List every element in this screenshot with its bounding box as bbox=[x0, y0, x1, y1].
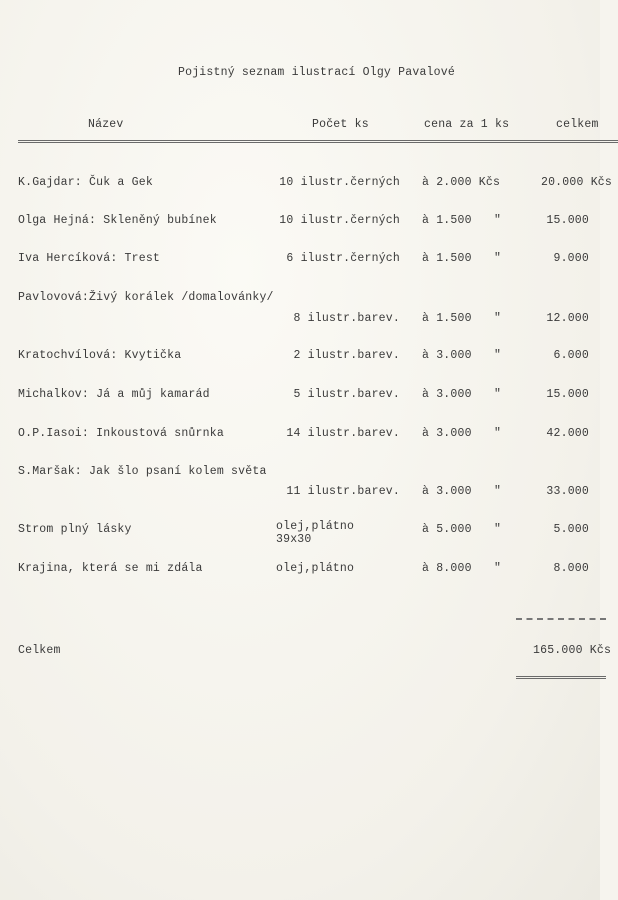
row-ditto: " bbox=[494, 427, 502, 440]
header-price: cena za 1 ks bbox=[424, 118, 510, 131]
summary-total: 165.000 Kčs bbox=[533, 644, 612, 657]
summary-label: Celkem bbox=[18, 644, 61, 657]
header-rule bbox=[18, 140, 618, 143]
row-price: à 1.500 bbox=[422, 214, 472, 227]
row-price: à 5.000 bbox=[422, 523, 472, 536]
row-total: 12.000 bbox=[546, 312, 589, 325]
document-title: Pojistný seznam ilustrací Olgy Pavalové bbox=[178, 66, 455, 79]
row-ditto: " bbox=[494, 523, 502, 536]
sum-rule-top bbox=[516, 618, 606, 620]
row-name: Olga Hejná: Skleněný bubínek bbox=[18, 214, 217, 227]
row-price: à 3.000 bbox=[422, 427, 472, 440]
row-count: olej,plátno bbox=[276, 520, 355, 533]
row-name: Krajina, která se mi zdála bbox=[18, 562, 203, 575]
row-total: 6.000 bbox=[553, 349, 589, 362]
row-name: K.Gajdar: Čuk a Gek bbox=[18, 176, 153, 189]
row-count: 8 ilustr.barev. bbox=[293, 312, 400, 325]
row-ditto: " bbox=[494, 312, 502, 325]
row-count: 2 ilustr.barev. bbox=[293, 349, 400, 362]
row-total: 15.000 bbox=[546, 214, 589, 227]
row-total: 8.000 bbox=[553, 562, 589, 575]
row-ditto: " bbox=[494, 562, 502, 575]
header-count: Počet ks bbox=[312, 118, 369, 131]
row-name: Pavlovová:Živý korálek /domalovánky/ bbox=[18, 291, 274, 304]
row-total: 9.000 bbox=[553, 252, 589, 265]
row-count: 10 ilustr.černých bbox=[279, 176, 400, 189]
row-ditto: " bbox=[494, 388, 502, 401]
row-ditto: " bbox=[494, 214, 502, 227]
row-name: Kratochvílová: Kvytička bbox=[18, 349, 182, 362]
header-total: celkem bbox=[556, 118, 599, 131]
row-price: à 1.500 bbox=[422, 312, 472, 325]
row-ditto: " bbox=[494, 349, 502, 362]
header-name: Název bbox=[88, 118, 124, 131]
row-count: 5 ilustr.barev. bbox=[293, 388, 400, 401]
row-price: à 2.000 Kčs bbox=[422, 176, 501, 189]
row-name: Michalkov: Já a můj kamarád bbox=[18, 388, 210, 401]
row-name: Iva Hercíková: Trest bbox=[18, 252, 161, 265]
row-ditto: " bbox=[494, 485, 502, 498]
row-total: 5.000 bbox=[553, 523, 589, 536]
row-count: 10 ilustr.černých bbox=[279, 214, 400, 227]
row-price: à 3.000 bbox=[422, 388, 472, 401]
row-name: S.Maršak: Jak šlo psaní kolem světa bbox=[18, 465, 267, 478]
row-price: à 3.000 bbox=[422, 349, 472, 362]
sum-rule-bottom bbox=[516, 676, 606, 679]
row-name: O.P.Iasoi: Inkoustová snůrnka bbox=[18, 427, 224, 440]
row-count-size: 39x30 bbox=[276, 533, 312, 546]
row-total: 33.000 bbox=[546, 485, 589, 498]
row-count: olej,plátno bbox=[276, 562, 355, 575]
row-total: 42.000 bbox=[546, 427, 589, 440]
row-total: 20.000 Kčs bbox=[540, 176, 612, 189]
row-name: Strom plný lásky bbox=[18, 523, 132, 536]
row-count: 14 ilustr.barev. bbox=[286, 427, 400, 440]
row-count: 11 ilustr.barev. bbox=[286, 485, 400, 498]
row-price: à 8.000 bbox=[422, 562, 472, 575]
row-price: à 1.500 bbox=[422, 252, 472, 265]
row-ditto: " bbox=[494, 252, 502, 265]
row-price: à 3.000 bbox=[422, 485, 472, 498]
row-total: 15.000 bbox=[546, 388, 589, 401]
row-count: 6 ilustr.černých bbox=[286, 252, 400, 265]
